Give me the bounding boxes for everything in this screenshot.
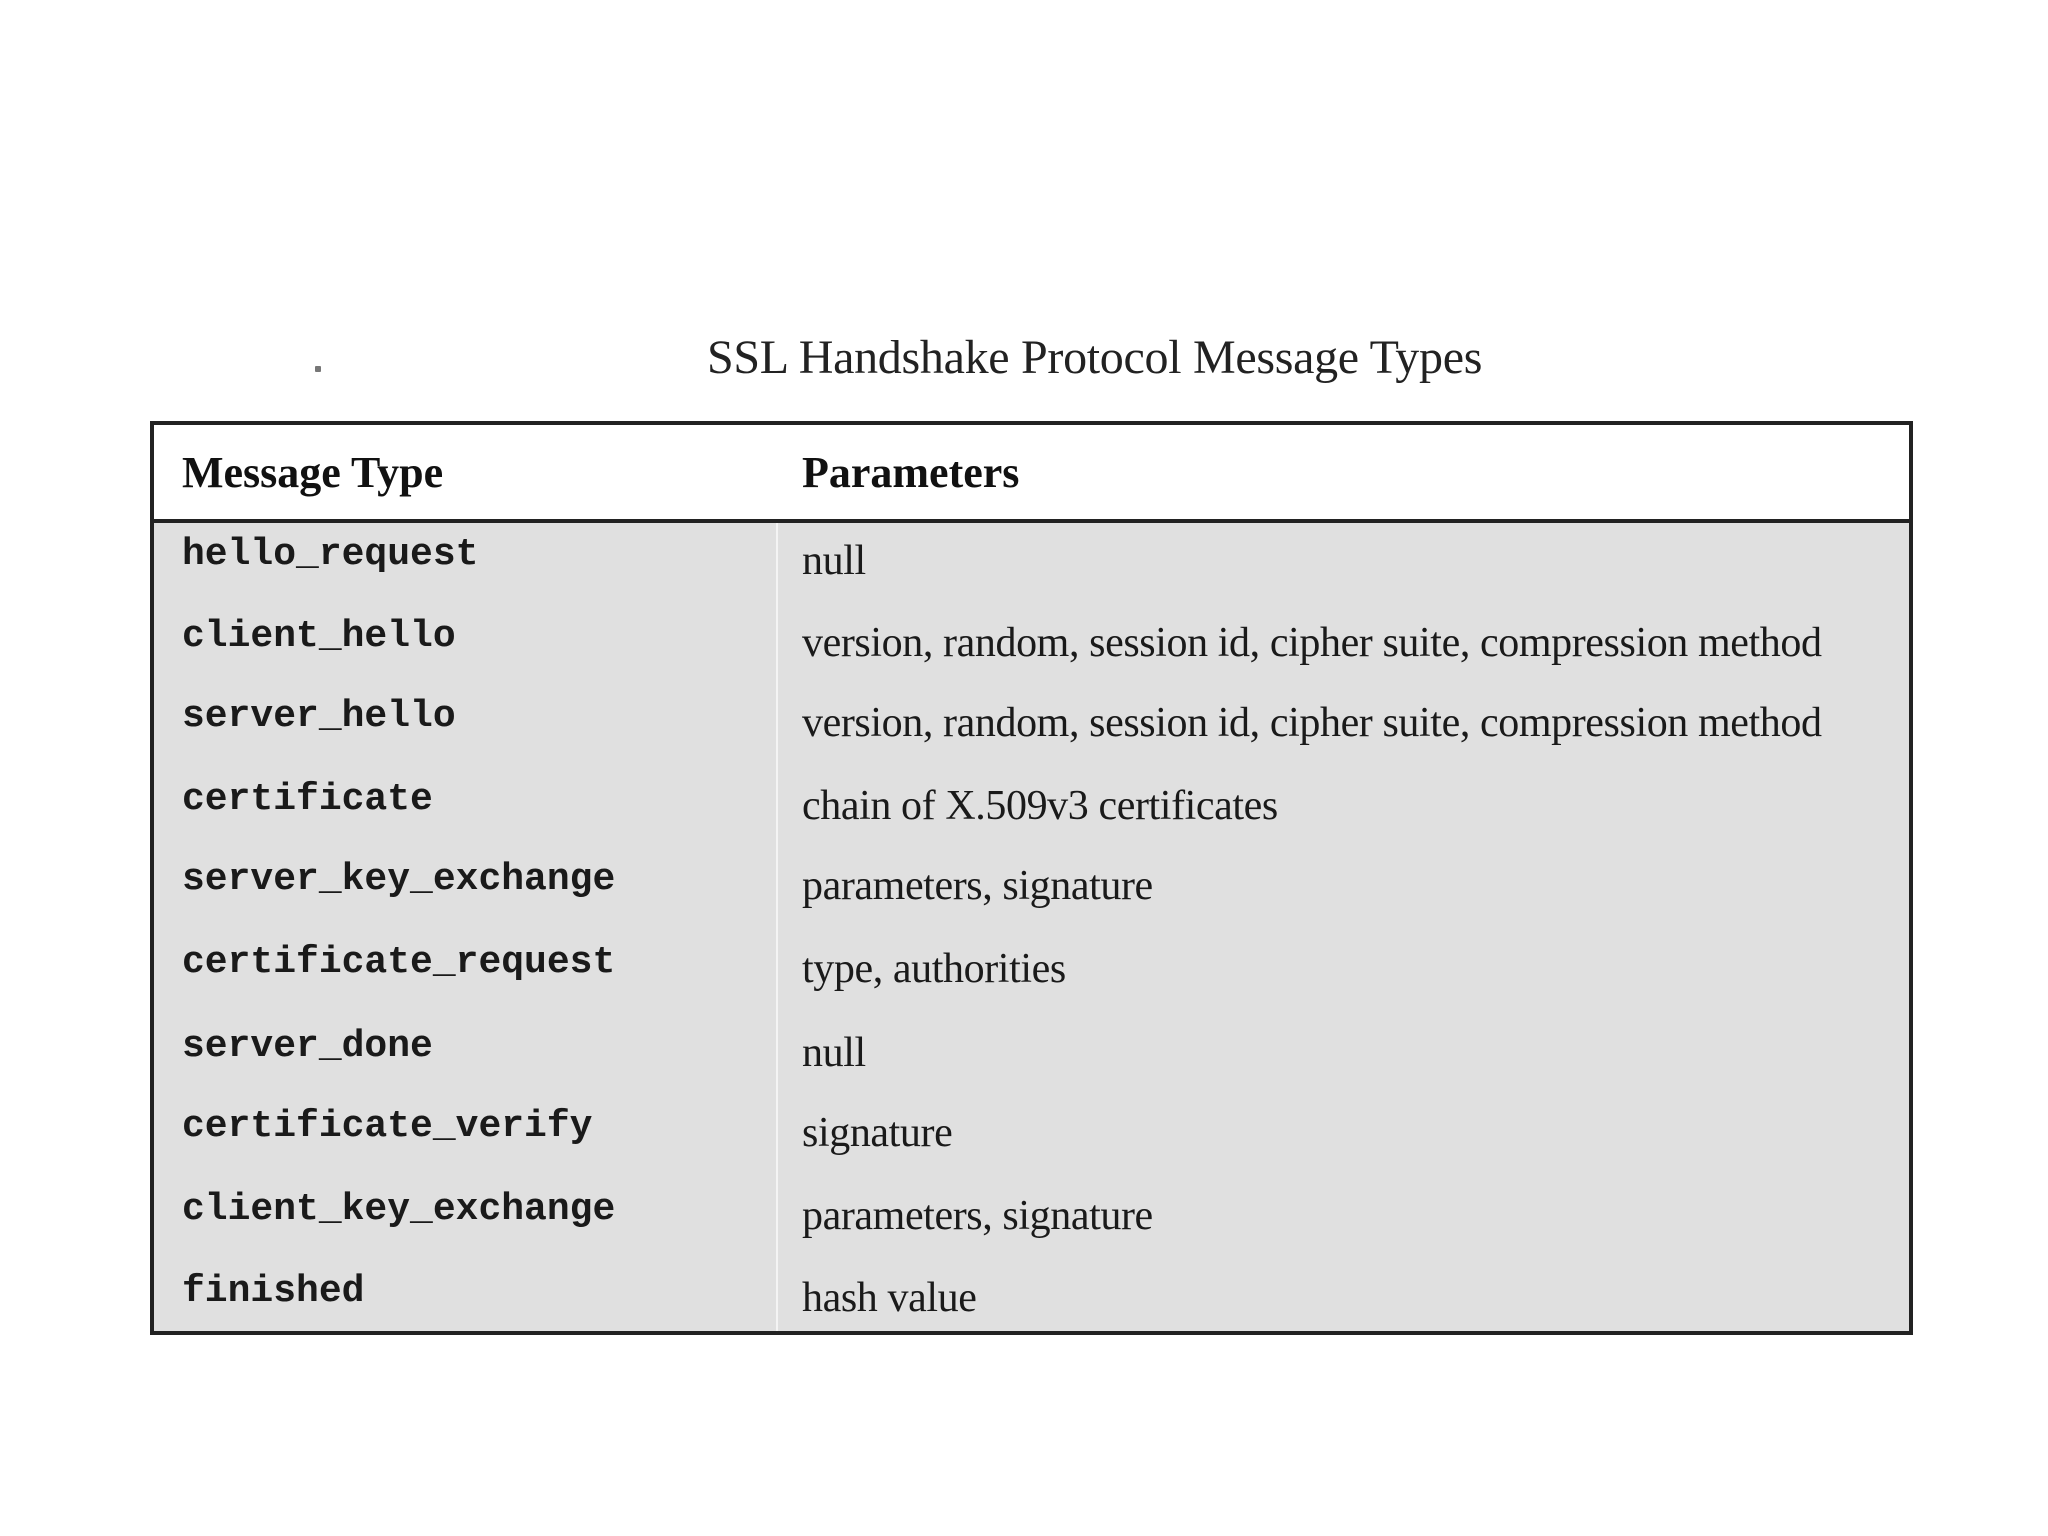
table-row — [154, 1188, 1909, 1268]
message-type-cell: finished — [182, 1270, 365, 1313]
message-type-cell: client_key_exchange — [182, 1188, 616, 1231]
parameters-cell: chain of X.509v3 certificates — [802, 783, 1278, 829]
message-type-cell: certificate_verify — [182, 1105, 593, 1148]
header-message-type: Message Type — [182, 448, 444, 497]
table-row — [154, 1270, 1909, 1350]
parameters-cell: parameters, signature — [802, 863, 1153, 909]
table-row — [154, 941, 1909, 1021]
message-type-cell: client_hello — [182, 615, 456, 658]
table-row — [154, 615, 1909, 695]
table-row — [154, 778, 1909, 858]
message-types-table — [150, 421, 1913, 1335]
table-row — [154, 858, 1909, 938]
message-type-cell: server_key_exchange — [182, 858, 616, 901]
parameters-cell: version, random, session id, cipher suite, compression method — [802, 620, 1822, 666]
message-type-cell: certificate — [182, 778, 433, 821]
message-type-cell: certificate_request — [182, 941, 616, 984]
caption-bullet-mark — [315, 366, 321, 372]
parameters-cell: null — [802, 538, 866, 584]
parameters-cell: signature — [802, 1110, 953, 1156]
message-type-cell: server_done — [182, 1025, 433, 1068]
message-type-cell: hello_request — [182, 533, 479, 576]
table-row — [154, 533, 1909, 613]
table-row — [154, 1105, 1909, 1185]
parameters-cell: parameters, signature — [802, 1193, 1153, 1239]
parameters-cell: hash value — [802, 1275, 977, 1321]
caption-title: SSL Handshake Protocol Message Types — [707, 331, 1483, 384]
parameters-cell: version, random, session id, cipher suite, compression method — [802, 700, 1822, 746]
table-row — [154, 695, 1909, 775]
parameters-cell: null — [802, 1030, 866, 1076]
header-parameters: Parameters — [802, 448, 1020, 497]
message-type-cell: server_hello — [182, 695, 456, 738]
table-header-row — [154, 425, 1909, 523]
parameters-cell: type, authorities — [802, 946, 1066, 992]
table-row — [154, 1025, 1909, 1105]
